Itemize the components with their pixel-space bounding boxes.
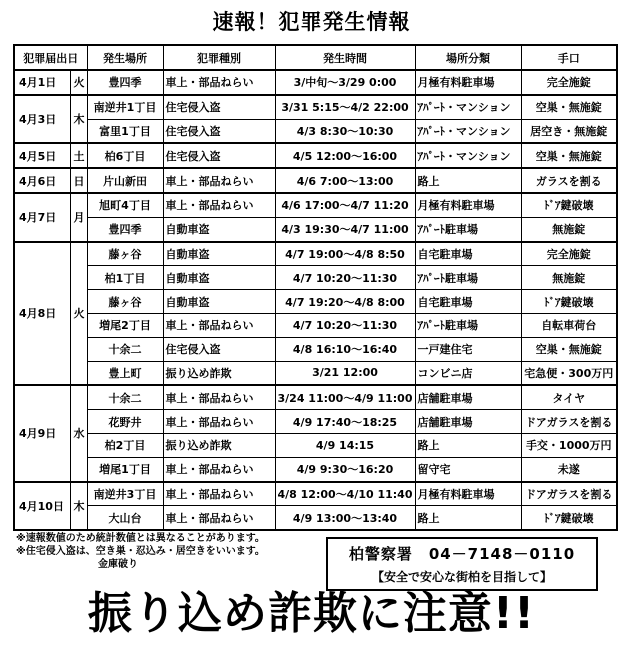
col-date: 犯罪届出日 <box>14 45 87 70</box>
table-row <box>14 143 617 168</box>
crime-time: 3/31 5:15～4/2 22:00 <box>275 95 415 119</box>
crime-time: 4/7 10:20～11:30 <box>275 266 415 290</box>
crime-method: ドアガラスを割る <box>521 482 617 506</box>
crime-method: ガラスを割る <box>521 168 617 193</box>
report-date: 4月9日 <box>14 385 70 481</box>
table-row <box>14 361 617 385</box>
crime-place: 増尾2丁目 <box>87 313 163 337</box>
crime-type: 自動車盗 <box>163 266 275 290</box>
crime-place: 豊上町 <box>87 361 163 385</box>
location-type: ｱﾊﾟｰﾄ・マンション <box>415 119 521 143</box>
crime-type: 車上・部品ねらい <box>163 482 275 506</box>
table-row <box>14 313 617 337</box>
crime-place: 旭町4丁目 <box>87 193 163 217</box>
crime-time: 3/21 12:00 <box>275 361 415 385</box>
table-row <box>14 266 617 290</box>
location-type: 月極有料駐車場 <box>415 482 521 506</box>
note-2: ※住宅侵入盗は、空き巣・忍込み・居空きをいいます。 <box>16 546 265 557</box>
police-slogan: 【安全で安心な街柏を目指して】 <box>371 570 552 584</box>
crime-place: 増尾1丁目 <box>87 457 163 481</box>
col-place: 発生場所 <box>87 45 163 70</box>
police-phone: 柏警察署 04－7148－0110 <box>348 545 576 563</box>
crime-place: 十余二 <box>87 385 163 409</box>
crime-type: 住宅侵入盗 <box>163 143 275 168</box>
crime-type: 車上・部品ねらい <box>163 193 275 217</box>
crime-method: ﾄﾞｱ鍵破壊 <box>521 506 617 530</box>
day-of-week: 土 <box>70 143 87 168</box>
location-type: ｱﾊﾟｰﾄ駐車場 <box>415 313 521 337</box>
table-row <box>14 385 617 409</box>
crime-type: 車上・部品ねらい <box>163 70 275 95</box>
crime-type: 自動車盗 <box>163 242 275 266</box>
warning-banner: 振り込め詐欺に注意!! <box>87 588 536 639</box>
location-type: 路上 <box>415 506 521 530</box>
crime-type: 住宅侵入盗 <box>163 95 275 119</box>
table-row <box>14 506 617 530</box>
crime-method: ﾄﾞｱ鍵破壊 <box>521 290 617 314</box>
crime-time: 4/8 16:10～16:40 <box>275 337 415 361</box>
location-type: 店舗駐車場 <box>415 410 521 434</box>
crime-time: 4/3 19:30～4/7 11:00 <box>275 217 415 241</box>
table-row <box>14 70 617 95</box>
crime-time: 4/6 7:00～13:00 <box>275 168 415 193</box>
crime-time: 4/9 9:30～16:20 <box>275 457 415 481</box>
crime-time: 4/7 10:20～11:30 <box>275 313 415 337</box>
col-method: 手口 <box>521 45 617 70</box>
crime-time: 4/7 19:20～4/8 8:00 <box>275 290 415 314</box>
crime-method: 自転車荷台 <box>521 313 617 337</box>
crime-type: 車上・部品ねらい <box>163 410 275 434</box>
table-row <box>14 193 617 217</box>
day-of-week: 火 <box>70 242 87 386</box>
crime-time: 4/6 17:00～4/7 11:20 <box>275 193 415 217</box>
col-type: 犯罪種別 <box>163 45 275 70</box>
footnotes <box>16 532 265 571</box>
crime-method: ﾄﾞｱ鍵破壊 <box>521 193 617 217</box>
location-type: 店舗駐車場 <box>415 385 521 409</box>
crime-place: 南逆井3丁目 <box>87 482 163 506</box>
report-date: 4月10日 <box>14 482 70 531</box>
report-date: 4月7日 <box>14 193 70 242</box>
crime-method: ドアガラスを割る <box>521 410 617 434</box>
crime-type: 自動車盗 <box>163 290 275 314</box>
location-type: 路上 <box>415 168 521 193</box>
day-of-week: 月 <box>70 193 87 242</box>
location-type: 留守宅 <box>415 457 521 481</box>
crime-place: 南逆井1丁目 <box>87 95 163 119</box>
crime-method: 完全施錠 <box>521 242 617 266</box>
crime-method: 空巣・無施錠 <box>521 143 617 168</box>
crime-time: 4/7 19:00～4/8 8:50 <box>275 242 415 266</box>
table-header-row <box>14 45 617 70</box>
crime-method: 完全施錠 <box>521 70 617 95</box>
crime-method: 無施錠 <box>521 217 617 241</box>
table-row <box>14 482 617 506</box>
crime-method: 無施錠 <box>521 266 617 290</box>
location-type: ｱﾊﾟｰﾄ・マンション <box>415 95 521 119</box>
crime-place: 柏6丁目 <box>87 143 163 168</box>
crime-type: 車上・部品ねらい <box>163 506 275 530</box>
crime-type: 車上・部品ねらい <box>163 168 275 193</box>
table-row <box>14 457 617 481</box>
location-type: 自宅駐車場 <box>415 290 521 314</box>
crime-place: 柏2丁目 <box>87 433 163 457</box>
table-row <box>14 242 617 266</box>
note-1: ※速報数値のため統計数値とは異なることがあります。 <box>16 533 265 544</box>
crime-type: 住宅侵入盗 <box>163 337 275 361</box>
crime-type: 車上・部品ねらい <box>163 313 275 337</box>
location-type: 月極有料駐車場 <box>415 70 521 95</box>
page-title: 速報！犯罪発生情報 <box>212 10 411 34</box>
report-date: 4月3日 <box>14 95 70 144</box>
table-row <box>14 433 617 457</box>
day-of-week: 水 <box>70 385 87 481</box>
crime-method: 宅急便・300万円 <box>521 361 617 385</box>
crime-place: 大山台 <box>87 506 163 530</box>
crime-time: 4/5 12:00～16:00 <box>275 143 415 168</box>
table-row <box>14 168 617 193</box>
location-type: ｱﾊﾟｰﾄ・マンション <box>415 143 521 168</box>
report-date: 4月6日 <box>14 168 70 193</box>
crime-type: 車上・部品ねらい <box>163 385 275 409</box>
crime-method: 空巣・無施錠 <box>521 95 617 119</box>
crime-time: 4/8 12:00～4/10 11:40 <box>275 482 415 506</box>
crime-table <box>13 44 618 531</box>
table-row <box>14 119 617 143</box>
crime-time: 3/中旬～3/29 0:00 <box>275 70 415 95</box>
crime-type: 車上・部品ねらい <box>163 457 275 481</box>
location-type: 路上 <box>415 433 521 457</box>
crime-time: 4/9 13:00～13:40 <box>275 506 415 530</box>
crime-place: 豊四季 <box>87 217 163 241</box>
crime-place: 柏1丁目 <box>87 266 163 290</box>
note-3: 金庫破り <box>98 559 138 570</box>
day-of-week: 木 <box>70 95 87 144</box>
crime-place: 藤ヶ谷 <box>87 290 163 314</box>
crime-type: 住宅侵入盗 <box>163 119 275 143</box>
crime-time: 4/3 8:30～10:30 <box>275 119 415 143</box>
location-type: 自宅駐車場 <box>415 242 521 266</box>
table-row <box>14 217 617 241</box>
crime-time: 3/24 11:00～4/9 11:00 <box>275 385 415 409</box>
report-date: 4月8日 <box>14 242 70 386</box>
table-row <box>14 95 617 119</box>
crime-type: 振り込め詐欺 <box>163 433 275 457</box>
crime-type: 振り込め詐欺 <box>163 361 275 385</box>
table-row <box>14 290 617 314</box>
crime-place: 十余二 <box>87 337 163 361</box>
col-location: 場所分類 <box>415 45 521 70</box>
day-of-week: 日 <box>70 168 87 193</box>
location-type: ｱﾊﾟｰﾄ駐車場 <box>415 217 521 241</box>
crime-method: タイヤ <box>521 385 617 409</box>
crime-time: 4/9 17:40～18:25 <box>275 410 415 434</box>
day-of-week: 火 <box>70 70 87 95</box>
police-contact-box <box>326 537 598 591</box>
crime-type: 自動車盗 <box>163 217 275 241</box>
location-type: 月極有料駐車場 <box>415 193 521 217</box>
location-type: コンビニ店 <box>415 361 521 385</box>
crime-method: 空巣・無施錠 <box>521 337 617 361</box>
col-time: 発生時間 <box>275 45 415 70</box>
crime-method: 居空き・無施錠 <box>521 119 617 143</box>
crime-place: 片山新田 <box>87 168 163 193</box>
report-date: 4月1日 <box>14 70 70 95</box>
report-date: 4月5日 <box>14 143 70 168</box>
crime-place: 富里1丁目 <box>87 119 163 143</box>
crime-method: 手交・1000万円 <box>521 433 617 457</box>
crime-place: 花野井 <box>87 410 163 434</box>
location-type: 一戸建住宅 <box>415 337 521 361</box>
location-type: ｱﾊﾟｰﾄ駐車場 <box>415 266 521 290</box>
table-row <box>14 337 617 361</box>
crime-place: 豊四季 <box>87 70 163 95</box>
crime-place: 藤ヶ谷 <box>87 242 163 266</box>
crime-time: 4/9 14:15 <box>275 433 415 457</box>
day-of-week: 木 <box>70 482 87 531</box>
crime-method: 未遂 <box>521 457 617 481</box>
table-row <box>14 410 617 434</box>
